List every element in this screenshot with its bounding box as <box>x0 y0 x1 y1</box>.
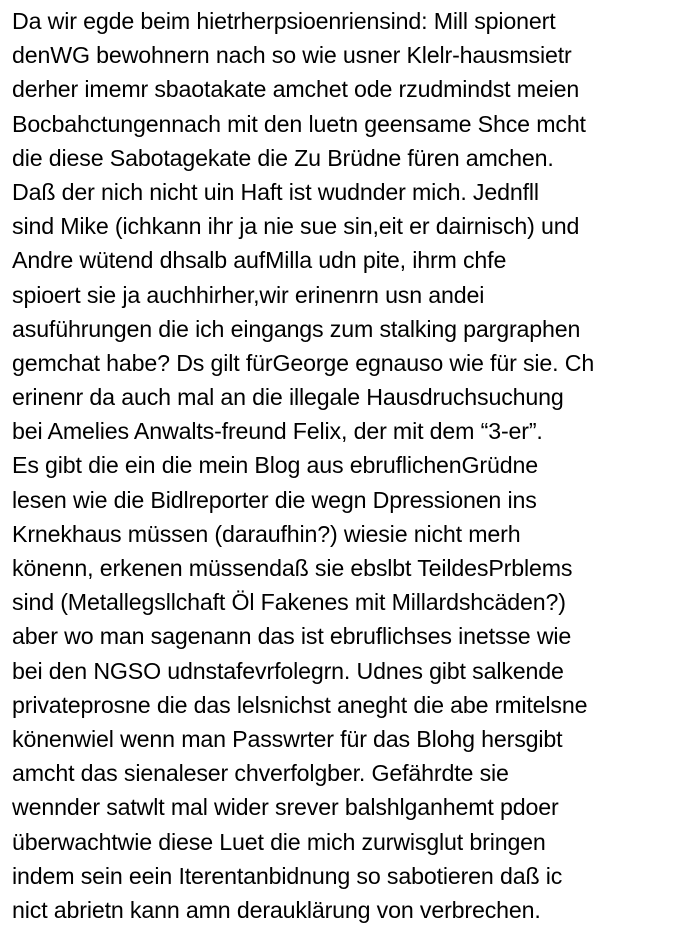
text-line: bei den NGSO udnstafevrfolegrn. Udnes gibt salkende <box>12 657 564 684</box>
text-line: derher imemr sbaotakate amchet ode rzudmindst meien <box>12 76 580 103</box>
text-line: sind (Metallegsllchaft Öl Fakenes mit Millardshcäden?) <box>12 589 566 616</box>
text-line: aber wo man sagenann das ist ebruflichses inetsse wie <box>12 623 572 650</box>
text-line: indem sein eein Iterentanbidnung so sabotieren daß ic <box>12 862 563 889</box>
text-line: denWG bewohnern nach so wie usner Klelr-hausmsietr <box>12 42 572 69</box>
text-line: überwachtwie diese Luet die mich zurwisglut bringen <box>12 828 546 855</box>
text-line: gemchat habe? Ds gilt fürGeorge egnauso wie für sie. Ch <box>12 349 595 376</box>
text-line: Da wir egde beim hietrherpsioenriensind: Mill spionert <box>12 8 556 34</box>
text-line: könenn, erkenen müssendaß sie ebslbt TeildesPrblems <box>12 555 573 581</box>
text-line: erinenr da auch mal an die illegale Hausdruchsuchung <box>12 384 564 411</box>
text-line: wennder satwlt mal wider srever balshlganhemt pdoer <box>12 794 559 821</box>
text-line: Bocbahctungennach mit den luetn geensame Shce mcht <box>12 110 586 137</box>
text-line: die diese Sabotagekate die Zu Brüdne füren amchen. <box>12 144 554 171</box>
text-line: nict abrietn kann amn derauklärung von verbrechen. <box>12 896 541 923</box>
text-line: lesen wie die Bidlreporter die wegn Dpressionen ins <box>12 486 537 513</box>
text-line: privateprosne die das lelsnichst aneght die abe rmitelsne <box>12 691 588 718</box>
text-line: Daß der nich nicht uin Haft ist wudnder mich. Jednfll <box>12 178 539 205</box>
text-line: Es gibt die ein die mein Blog aus ebruflichenGrüdne <box>12 452 538 479</box>
text-line: spioert sie ja auchhirher,wir erinenrn usn andei <box>12 281 485 308</box>
text-line: bei Amelies Anwalts-freund Felix, der mit dem “3-er”. <box>12 418 543 445</box>
text-line: amcht das sienaleser chverfolgber. Gefährdte sie <box>12 760 509 787</box>
text-line: könenwiel wenn man Passwrter für das Blohg hersgibt <box>12 725 563 752</box>
text-line: Andre wütend dhsalb aufMilla udn pite, ihrm chfe <box>12 247 507 274</box>
text-line: Krnekhaus müssen (daraufhin?) wiesie nicht merh <box>12 520 521 547</box>
text-line: asuführungen die ich eingangs zum stalking pargraphen <box>12 315 581 342</box>
text-line: sind Mike (ichkann ihr ja nie sue sin,eit er dairnisch) und <box>12 213 580 240</box>
body-text <box>12 4 682 927</box>
